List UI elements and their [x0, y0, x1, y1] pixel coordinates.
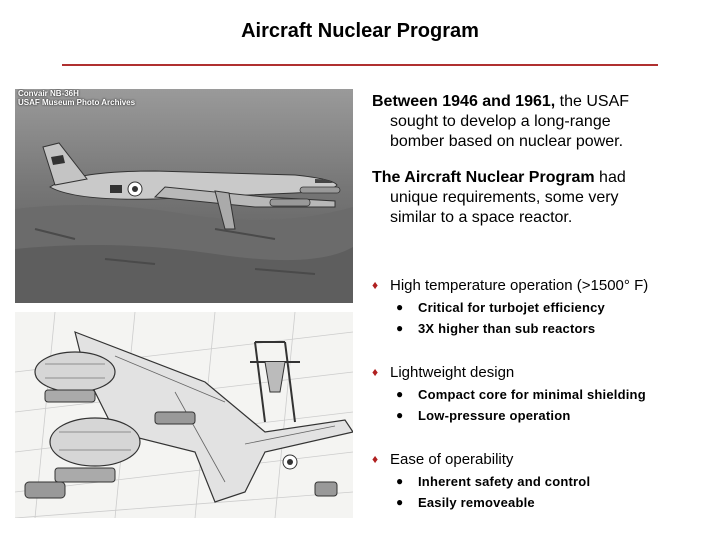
title-divider — [62, 64, 658, 66]
sub-bullet-list — [396, 471, 712, 513]
bullet-head-text: Ease of operability — [390, 451, 514, 468]
concept-drawing-image — [15, 312, 353, 518]
sub-bullet-text: Critical for turbojet efficiency — [418, 300, 605, 315]
bullet-head-text: Lightweight design — [390, 364, 515, 381]
paragraph-2-bold: The Aircraft Nuclear Program — [372, 169, 595, 186]
dot-bullet-icon: ● — [396, 321, 404, 335]
diamond-bullet-icon: ♦ — [372, 452, 379, 466]
bullet-head — [372, 363, 712, 382]
sub-bullet-text: Low-pressure operation — [418, 408, 571, 423]
sub-bullet — [396, 471, 712, 492]
paragraph-2-line3: similar to a space reactor. — [390, 209, 573, 226]
sub-bullet-text: Inherent safety and control — [418, 474, 591, 489]
paragraph-2-line2: unique requirements, some very — [390, 189, 619, 206]
bullet-head — [372, 450, 712, 469]
diamond-bullet-icon: ♦ — [372, 278, 379, 292]
sub-bullet-text: Easily removeable — [418, 495, 535, 510]
page-title: Aircraft Nuclear Program — [241, 20, 479, 42]
aircraft-photo — [15, 89, 353, 303]
caption-line-1: Convair NB-36H — [18, 89, 79, 98]
paragraph-1-bold: Between 1946 and 1961, — [372, 93, 556, 110]
bullet-head-text: High temperature operation (>1500° F) — [390, 277, 649, 294]
intro-text — [372, 92, 712, 244]
diamond-bullet-icon: ♦ — [372, 365, 379, 379]
sub-bullet — [396, 405, 712, 426]
sub-bullet-text: 3X higher than sub reactors — [418, 321, 596, 336]
bullet-ease-of-operability — [372, 450, 712, 513]
dot-bullet-icon: ● — [396, 387, 404, 401]
dot-bullet-icon: ● — [396, 474, 404, 488]
paragraph-2-line1: had — [594, 169, 626, 186]
paragraph-2 — [372, 168, 712, 228]
dot-bullet-icon: ● — [396, 495, 404, 509]
aircraft-concept-drawing — [15, 312, 353, 518]
caption-line-2: USAF Museum Photo Archives — [18, 98, 136, 107]
paragraph-1 — [372, 92, 712, 152]
sub-bullet-list — [396, 384, 712, 426]
bullet-lightweight-design — [372, 363, 712, 426]
sub-bullet-list — [396, 297, 712, 339]
paragraph-1-line3: bomber based on nuclear power. — [390, 133, 624, 150]
paragraph-1-line2: sought to develop a long-range — [390, 113, 611, 130]
bullet-head — [372, 276, 712, 295]
sub-bullet — [396, 384, 712, 405]
bullet-high-temperature — [372, 276, 712, 339]
sub-bullet — [396, 492, 712, 513]
dot-bullet-icon: ● — [396, 408, 404, 422]
sub-bullet — [396, 297, 712, 318]
sub-bullet-text: Compact core for minimal shielding — [418, 387, 646, 402]
sub-bullet — [396, 318, 712, 339]
paragraph-1-line1: the USAF — [555, 93, 630, 110]
dot-bullet-icon: ● — [396, 300, 404, 314]
bomber-photo-image — [15, 89, 353, 303]
photo-caption — [18, 89, 135, 107]
